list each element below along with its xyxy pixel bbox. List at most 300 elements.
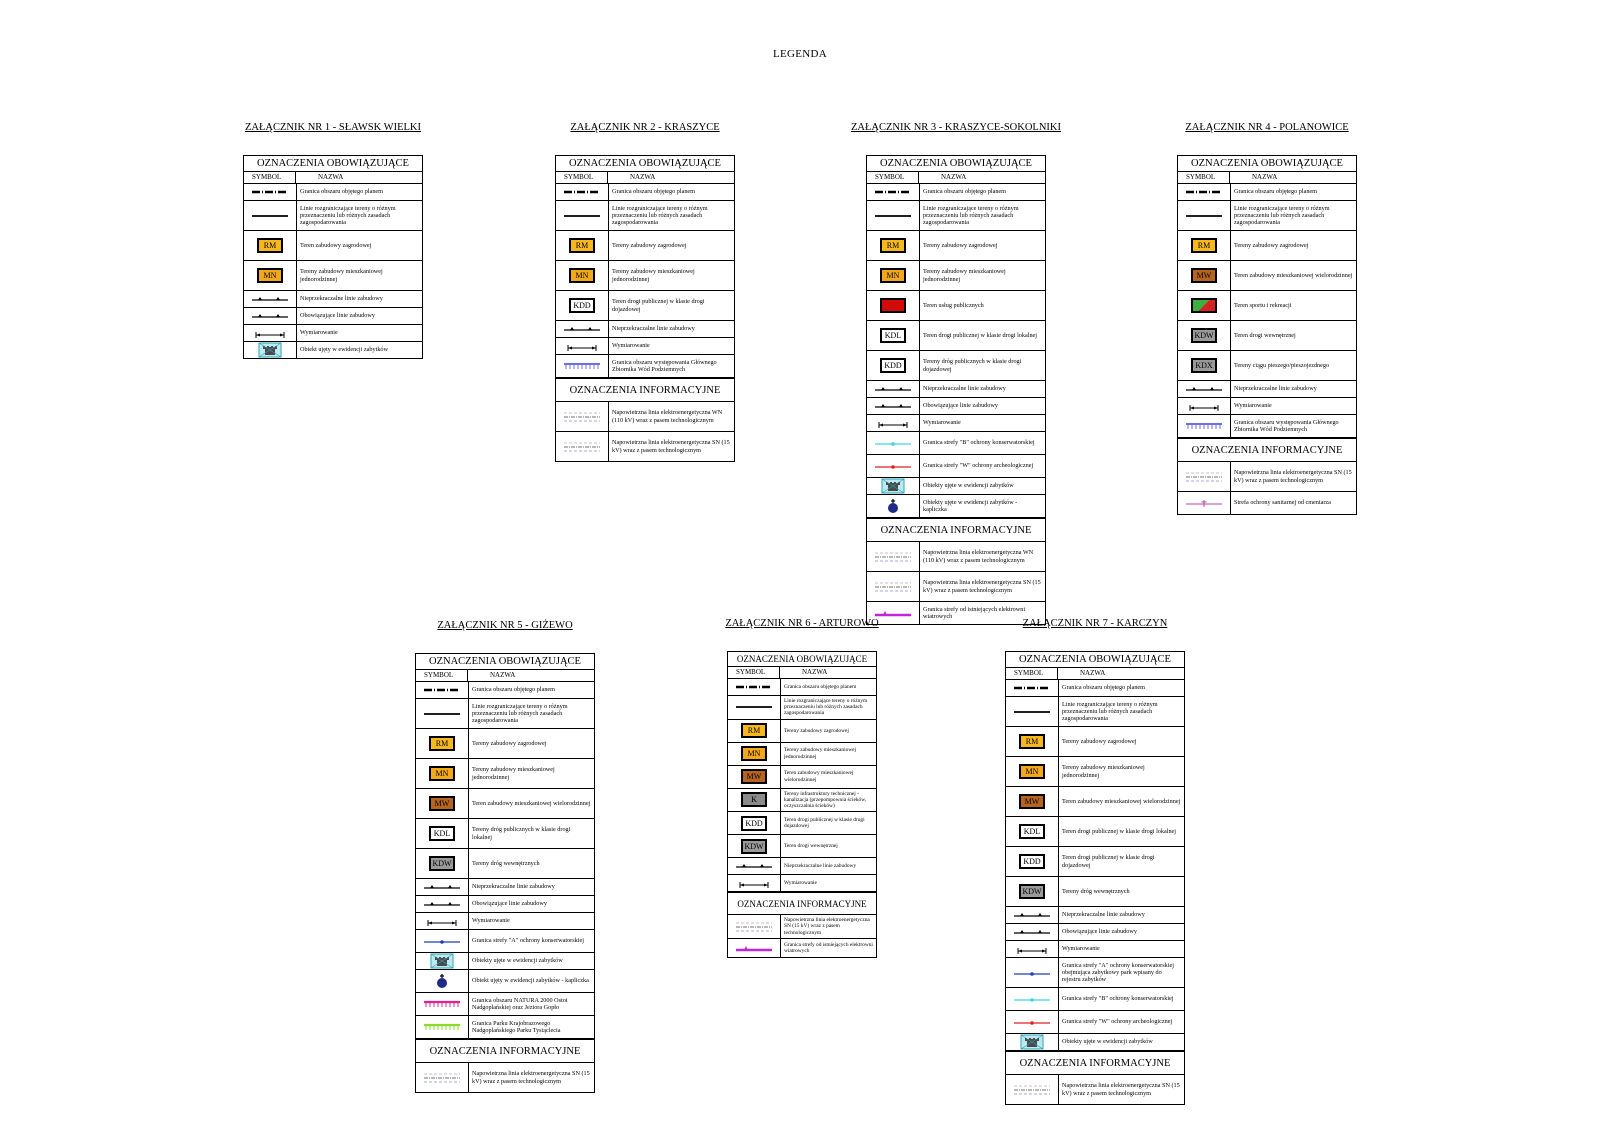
section-title-required: OZNACZENIA OBOWIĄZUJĄCE bbox=[867, 156, 1045, 172]
legend-symbol bbox=[416, 993, 469, 1015]
legend-label: Nieprzekraczalne linie zabudowy bbox=[300, 295, 383, 303]
legend-row bbox=[1006, 1075, 1184, 1104]
legend-symbol bbox=[244, 261, 297, 290]
plan-boundary-icon bbox=[560, 184, 604, 200]
zone-code-mn-icon: MN bbox=[429, 766, 455, 781]
legend-row bbox=[1006, 817, 1184, 847]
legend-label: Granica obszaru objętego planem bbox=[1234, 188, 1317, 196]
legend-heading: ZAŁĄCZNIK NR 5 - GIŻEWO bbox=[437, 620, 573, 631]
building-line-icon bbox=[560, 321, 604, 337]
legend-symbol bbox=[728, 743, 781, 765]
legend-label: Granica obszaru NATURA 2000 Ostoi Nadgoplańskiej oraz Jeziora Gopło bbox=[472, 996, 568, 1011]
legend-symbol bbox=[1006, 988, 1059, 1010]
legend-table bbox=[243, 155, 423, 359]
legend-symbol bbox=[244, 308, 297, 324]
section-title-info: OZNACZENIA INFORMACYJNE bbox=[867, 518, 1045, 542]
legend-row bbox=[556, 261, 734, 291]
zone-a-boundary-icon bbox=[1010, 965, 1054, 981]
legend-label: Linie rozgraniczające tereny o różnym przeznaczeniu lub różnych zasadach zagospodarowania bbox=[612, 204, 708, 227]
zone-code-rm-icon: RM bbox=[1191, 238, 1217, 253]
legend-label: Wymiarowanie bbox=[923, 419, 961, 427]
cemetery-zone-icon bbox=[1182, 495, 1226, 511]
section-title-info: OZNACZENIA INFORMACYJNE bbox=[1006, 1051, 1184, 1075]
legend-row bbox=[728, 789, 876, 813]
legend-symbol bbox=[416, 953, 469, 969]
zone-w-boundary-icon bbox=[1010, 1014, 1054, 1030]
legend-row bbox=[867, 184, 1045, 201]
legend-label: Nieprzekraczalne linie zabudowy bbox=[784, 863, 857, 870]
legend-symbol bbox=[416, 849, 469, 878]
legend-label: Tereny zabudowy zagrodowej bbox=[1234, 241, 1309, 249]
legend-row bbox=[1006, 988, 1184, 1011]
legend-label: Obowiązujące linie zabudowy bbox=[300, 312, 375, 320]
legend-label: Tereny ciągu pieszego/pieszojezdnego bbox=[1234, 361, 1330, 369]
zone-code-kdl-icon: KDL bbox=[1019, 824, 1045, 839]
legend-row bbox=[1178, 398, 1356, 415]
column-name: NAZWA bbox=[318, 173, 344, 181]
legend-row bbox=[416, 682, 594, 699]
legend-symbol bbox=[1006, 941, 1059, 957]
legend-row bbox=[867, 291, 1045, 321]
legend-symbol bbox=[244, 325, 297, 341]
legend-row bbox=[1178, 261, 1356, 291]
dividing-line-icon bbox=[732, 699, 776, 715]
legend-label: Granica obszaru objętego planem bbox=[923, 188, 1006, 196]
zone-code-kdw-icon: KDW bbox=[1191, 328, 1217, 343]
legend-label: Tereny zabudowy mieszkaniowej jednorodzinnej bbox=[612, 268, 695, 283]
legend-row bbox=[416, 930, 594, 953]
legend-symbol bbox=[1006, 817, 1059, 846]
zone-code-rm-icon: RM bbox=[880, 238, 906, 253]
legend-row bbox=[556, 432, 734, 461]
dividing-line-icon bbox=[1182, 208, 1226, 224]
aquifer-boundary-icon bbox=[1182, 418, 1226, 434]
legend-label: Obiekty ujęte w ewidencji zabytków - kapliczka bbox=[923, 498, 1018, 513]
zone-code-rm-icon: RM bbox=[429, 736, 455, 751]
zone-code-kdd-icon: KDD bbox=[880, 358, 906, 373]
legend-label: Teren drogi publicznej w klasie drogi dojazdowej bbox=[1062, 854, 1155, 869]
legend-row bbox=[1178, 184, 1356, 201]
legend-label: Granica Parku Krajobrazowego Nadgoplańskiego Parku Tysiąclecia bbox=[472, 1019, 561, 1034]
zone-code-mn-icon: MN bbox=[569, 268, 595, 283]
legend-row bbox=[728, 696, 876, 720]
dividing-line-icon bbox=[420, 706, 464, 722]
legend-symbol bbox=[244, 201, 297, 230]
column-name: NAZWA bbox=[490, 671, 516, 679]
power-line-icon bbox=[1182, 469, 1226, 485]
legend-symbol bbox=[416, 879, 469, 895]
legend-row bbox=[867, 351, 1045, 381]
legend-symbol bbox=[416, 970, 469, 992]
plan-boundary-icon bbox=[871, 184, 915, 200]
legend-label: Tereny dróg publicznych w klasie drogi dojazdowej bbox=[923, 358, 1022, 373]
legend-row bbox=[556, 402, 734, 432]
legend-label: Wymiarowanie bbox=[1234, 402, 1272, 410]
legend-row bbox=[1178, 321, 1356, 351]
legend-symbol bbox=[867, 184, 920, 200]
legend-label: Granica obszaru objętego planem bbox=[300, 188, 383, 196]
legend-row bbox=[1178, 351, 1356, 381]
building-line-icon bbox=[732, 858, 776, 874]
legend-label: Wymiarowanie bbox=[472, 917, 510, 925]
legend-row bbox=[867, 572, 1045, 602]
legend-label: Obowiązujące linie zabudowy bbox=[472, 900, 547, 908]
column-header bbox=[416, 670, 594, 682]
legend-row bbox=[867, 321, 1045, 351]
legend-symbol bbox=[1006, 1034, 1059, 1050]
dimension-icon bbox=[560, 338, 604, 354]
legend-row bbox=[1178, 381, 1356, 398]
legend-label: Granica strefy "B" ochrony konserwatorskiej bbox=[923, 439, 1035, 447]
legend-symbol bbox=[556, 231, 609, 260]
legend-label: Napowietrzna linia elektroenergetyczna SN (15 kV) wraz z pasem technologicznym bbox=[472, 1070, 590, 1085]
legend-label: Linie rozgraniczające tereny o różnym przeznaczeniu lub różnych zasadach zagospodarowania bbox=[300, 204, 396, 227]
legend-label: Tereny zabudowy mieszkaniowej jednorodzinnej bbox=[300, 268, 383, 283]
legend-symbol bbox=[1178, 201, 1231, 230]
legend-block bbox=[1177, 122, 1357, 515]
legend-symbol bbox=[1006, 697, 1059, 726]
legend-block bbox=[851, 122, 1061, 625]
column-name: NAZWA bbox=[941, 173, 967, 181]
zone-w-boundary-icon bbox=[871, 458, 915, 474]
legend-symbol bbox=[1006, 958, 1059, 987]
power-line-icon bbox=[1010, 1082, 1054, 1098]
legend-label: Tereny zabudowy zagrodowej bbox=[612, 241, 687, 249]
building-line-icon bbox=[871, 398, 915, 414]
plan-boundary-icon bbox=[732, 679, 776, 695]
legend-label: Obiekty ujęte w ewidencji zabytków bbox=[1062, 1038, 1153, 1046]
legend-label: Obiekt ujęty w ewidencji zabytków bbox=[300, 346, 388, 354]
legend-symbol bbox=[867, 542, 920, 571]
monument-icon bbox=[420, 953, 464, 969]
plan-boundary-icon bbox=[248, 184, 292, 200]
legend-symbol bbox=[556, 291, 609, 320]
legend-row bbox=[867, 415, 1045, 432]
plan-boundary-icon bbox=[1182, 184, 1226, 200]
zone-b-boundary-icon bbox=[871, 435, 915, 451]
legend-label: Teren drogi publicznej w klasie drogi dojazdowej bbox=[612, 298, 705, 313]
legend-label: Teren drogi wewnętrznej bbox=[1234, 331, 1296, 339]
legend-symbol bbox=[728, 875, 781, 891]
legend-row bbox=[867, 495, 1045, 518]
zone-code-kdw-icon: KDW bbox=[741, 839, 767, 854]
legend-row bbox=[244, 308, 422, 325]
column-name: NAZWA bbox=[1080, 669, 1106, 677]
legend-row bbox=[416, 789, 594, 819]
column-symbol: SYMBOL bbox=[728, 667, 780, 678]
legend-label: Tereny infrastruktury technicznej - kanalizacja (przepompownia ścieków, oczyszczalnia ścieków) bbox=[784, 790, 867, 810]
legend-label: Teren zabudowy zagrodowej bbox=[300, 241, 372, 249]
legend-row bbox=[1006, 1034, 1184, 1051]
legend-symbol bbox=[728, 915, 781, 938]
legend-row bbox=[867, 231, 1045, 261]
page-title: LEGENDA bbox=[772, 48, 828, 60]
legend-symbol bbox=[416, 819, 469, 848]
zone-code-up-icon: UP bbox=[880, 298, 906, 313]
legend-label: Tereny zabudowy zagrodowej bbox=[1062, 737, 1137, 745]
legend-symbol bbox=[416, 913, 469, 929]
legend-heading: ZAŁĄCZNIK NR 7 - KARCZYN bbox=[1022, 618, 1168, 629]
legend-label: Napowietrzna linia elektroenergetyczna WN (110 kV) wraz z pasem technologicznym bbox=[923, 549, 1034, 564]
dimension-icon bbox=[1182, 398, 1226, 414]
dividing-line-icon bbox=[1010, 704, 1054, 720]
legend-row bbox=[244, 201, 422, 231]
legend-symbol bbox=[556, 321, 609, 337]
zone-code-mn-icon: MN bbox=[880, 268, 906, 283]
legend-label: Tereny zabudowy mieszkaniowej jednorodzinnej bbox=[923, 268, 1006, 283]
legend-table bbox=[1177, 155, 1357, 515]
legend-symbol bbox=[244, 184, 297, 200]
legend-label: Obiekty ujęte w ewidencji zabytków bbox=[923, 482, 1014, 490]
legend-symbol bbox=[416, 930, 469, 952]
zone-code-kdx-icon: KDX bbox=[1191, 358, 1217, 373]
legend-symbol bbox=[728, 679, 781, 695]
legend-block bbox=[243, 122, 423, 359]
legend-row bbox=[1006, 680, 1184, 697]
column-header bbox=[1178, 172, 1356, 184]
legend-symbol bbox=[1178, 462, 1231, 491]
legend-symbol bbox=[416, 682, 469, 698]
legend-symbol bbox=[244, 291, 297, 307]
monument-icon bbox=[871, 478, 915, 494]
chapel-icon bbox=[871, 498, 915, 514]
legend-symbol bbox=[556, 432, 609, 461]
zone-code-kdd-icon: KDD bbox=[1019, 854, 1045, 869]
column-symbol: SYMBOL bbox=[867, 172, 919, 183]
legend-symbol bbox=[244, 231, 297, 260]
legend-label: Tereny zabudowy mieszkaniowej jednorodzinnej bbox=[1062, 764, 1145, 779]
legend-row bbox=[416, 970, 594, 993]
legend-symbol bbox=[1178, 291, 1231, 320]
legend-row bbox=[728, 858, 876, 875]
legend-symbol bbox=[416, 729, 469, 758]
legend-label: Granica obszaru występowania Głównego Zbiornika Wód Podziemnych bbox=[1234, 418, 1339, 433]
dimension-icon bbox=[871, 415, 915, 431]
legend-row bbox=[416, 759, 594, 789]
zone-code-kdl-icon: KDL bbox=[880, 328, 906, 343]
legend-row bbox=[867, 201, 1045, 231]
legend-label: Tereny dróg wewnętrznych bbox=[472, 859, 540, 867]
legend-row bbox=[556, 291, 734, 321]
legend-row bbox=[1006, 727, 1184, 757]
column-header bbox=[244, 172, 422, 184]
legend-symbol bbox=[867, 351, 920, 380]
legend-row bbox=[1006, 697, 1184, 727]
legend-symbol bbox=[728, 812, 781, 834]
power-line-icon bbox=[560, 409, 604, 425]
natura-2000-boundary-icon bbox=[420, 996, 464, 1012]
legend-row bbox=[867, 261, 1045, 291]
legend-symbol bbox=[416, 759, 469, 788]
chapel-icon bbox=[420, 973, 464, 989]
legend-symbol bbox=[728, 766, 781, 788]
legend-label: Napowietrzna linia elektroenergetyczna SN (15 kV) wraz z pasem technologicznym bbox=[923, 579, 1041, 594]
zone-code-kdw-icon: KDW bbox=[1019, 884, 1045, 899]
legend-label: Nieprzekraczalne linie zabudowy bbox=[923, 385, 1006, 393]
legend-label: Wymiarowanie bbox=[612, 342, 650, 350]
legend-label: Granica obszaru występowania Głównego Zbiornika Wód Podziemnych bbox=[612, 358, 717, 373]
plan-boundary-icon bbox=[420, 682, 464, 698]
legend-row bbox=[244, 291, 422, 308]
legend-symbol bbox=[1178, 351, 1231, 380]
legend-symbol bbox=[556, 402, 609, 431]
zone-code-rm-icon: RM bbox=[1019, 734, 1045, 749]
legend-label: Tereny zabudowy zagrodowej bbox=[923, 241, 998, 249]
legend-label: Obowiązujące linie zabudowy bbox=[923, 402, 998, 410]
section-title-info: OZNACZENIA INFORMACYJNE bbox=[728, 892, 876, 915]
legend-row bbox=[244, 261, 422, 291]
column-header bbox=[556, 172, 734, 184]
legend-label: Linie rozgraniczające tereny o różnym przeznaczeniu lub różnych zasadach zagospodarowania bbox=[923, 204, 1019, 227]
legend-row bbox=[416, 896, 594, 913]
column-symbol: SYMBOL bbox=[556, 172, 608, 183]
legend-row bbox=[728, 875, 876, 892]
legend-row bbox=[1178, 231, 1356, 261]
legend-label: Granica obszaru objętego planem bbox=[612, 188, 695, 196]
zone-code-mw-icon: MW bbox=[1019, 794, 1045, 809]
zone-code-kdw-icon: KDW bbox=[429, 856, 455, 871]
building-line-icon bbox=[248, 308, 292, 324]
legend-row bbox=[244, 342, 422, 358]
legend-row bbox=[728, 743, 876, 766]
legend-label: Granica obszaru objętego planem bbox=[784, 683, 857, 690]
wind-turbine-zone-icon bbox=[732, 940, 776, 956]
building-line-icon bbox=[248, 291, 292, 307]
legend-row bbox=[416, 913, 594, 930]
legend-row bbox=[1006, 847, 1184, 877]
legend-symbol bbox=[867, 415, 920, 431]
column-header bbox=[867, 172, 1045, 184]
legend-label: Teren drogi publicznej w klasie drogi lokalnej bbox=[923, 331, 1037, 339]
zone-code-mw-icon: MW bbox=[429, 796, 455, 811]
legend-symbol bbox=[1006, 847, 1059, 876]
legend-symbol bbox=[1178, 381, 1231, 397]
legend-label: Nieprzekraczalne linie zabudowy bbox=[612, 325, 695, 333]
zone-code-kdd-icon: KDD bbox=[741, 816, 767, 831]
legend-label: Obiekt ujęty w ewidencji zabytków - kapliczka bbox=[472, 977, 589, 985]
legend-symbol bbox=[728, 858, 781, 874]
legend-table bbox=[866, 155, 1046, 625]
zone-code-mw-icon: MW bbox=[1191, 268, 1217, 283]
legend-label: Granica strefy od istniejących elektrowni wiatrowych bbox=[784, 941, 873, 954]
column-symbol: SYMBOL bbox=[1006, 668, 1058, 679]
legend-table bbox=[1005, 651, 1185, 1105]
legend-symbol bbox=[1006, 1075, 1059, 1104]
legend-row bbox=[416, 953, 594, 970]
legend-row bbox=[244, 325, 422, 342]
monument-icon bbox=[1010, 1034, 1054, 1050]
section-title-required: OZNACZENIA OBOWIĄZUJĄCE bbox=[556, 156, 734, 172]
legend-symbol bbox=[867, 495, 920, 517]
legend-label: Granica obszaru objętego planem bbox=[472, 686, 555, 694]
building-line-icon bbox=[1182, 381, 1226, 397]
legend-symbol bbox=[416, 699, 469, 728]
legend-symbol bbox=[867, 201, 920, 230]
legend-row bbox=[867, 381, 1045, 398]
zone-code-rm-icon: RM bbox=[257, 238, 283, 253]
legend-symbol bbox=[1178, 492, 1231, 514]
zone-code-mn-icon: MN bbox=[741, 746, 767, 761]
legend-symbol bbox=[867, 231, 920, 260]
legend-symbol bbox=[556, 355, 609, 377]
legend-symbol bbox=[1178, 261, 1231, 290]
legend-label: Linie rozgraniczające tereny o różnym przeznaczeniu lub różnych zasadach zagospodarowania bbox=[472, 702, 568, 725]
legend-row bbox=[556, 321, 734, 338]
legend-row bbox=[244, 231, 422, 261]
section-title-required: OZNACZENIA OBOWIĄZUJĄCE bbox=[244, 156, 422, 172]
power-line-icon bbox=[871, 579, 915, 595]
legend-row bbox=[416, 819, 594, 849]
legend-symbol bbox=[1178, 398, 1231, 414]
dimension-icon bbox=[420, 913, 464, 929]
legend-row bbox=[556, 184, 734, 201]
dividing-line-icon bbox=[248, 208, 292, 224]
legend-row bbox=[416, 849, 594, 879]
legend-label: Teren usług publicznych bbox=[923, 301, 984, 309]
legend-label: Tereny zabudowy zagrodowej bbox=[784, 727, 849, 734]
legend-label: Granica strefy "A" ochrony konserwatorskiej obejmująca zabytkowy park wpisany do rejestru zabytków bbox=[1062, 961, 1174, 984]
column-symbol: SYMBOL bbox=[1178, 172, 1230, 183]
section-title-info: OZNACZENIA INFORMACYJNE bbox=[556, 378, 734, 402]
legend-label: Linie rozgraniczające tereny o różnym przeznaczeniu lub różnych zasadach zagospodarowania bbox=[784, 698, 868, 717]
legend-label: Nieprzekraczalne linie zabudowy bbox=[1234, 385, 1317, 393]
zone-code-rm-icon: RM bbox=[569, 238, 595, 253]
legend-symbol bbox=[867, 381, 920, 397]
legend-label: Napowietrzna linia elektroenergetyczna WN (110 kV) wraz z pasem technologicznym bbox=[612, 409, 723, 424]
legend-row bbox=[416, 729, 594, 759]
legend-row bbox=[556, 231, 734, 261]
legend-label: Granica strefy "A" ochrony konserwatorskiej bbox=[472, 937, 584, 945]
legend-symbol bbox=[1006, 727, 1059, 756]
zone-code-mn-icon: MN bbox=[1019, 764, 1045, 779]
legend-symbol bbox=[556, 201, 609, 230]
legend-label: Teren zabudowy mieszkaniowej wielorodzinnej bbox=[472, 799, 591, 807]
section-title-required: OZNACZENIA OBOWIĄZUJĄCE bbox=[1006, 652, 1184, 668]
legend-label: Napowietrzna linia elektroenergetyczna SN (15 kV) wraz z pasem technologicznym bbox=[1062, 1082, 1180, 1097]
legend-label: Nieprzekraczalne linie zabudowy bbox=[472, 883, 555, 891]
zone-code-us-icon bbox=[1191, 298, 1217, 313]
legend-label: Tereny dróg wewnętrznych bbox=[1062, 887, 1130, 895]
legend-symbol bbox=[728, 789, 781, 812]
building-line-icon bbox=[1010, 907, 1054, 923]
legend-symbol bbox=[1178, 415, 1231, 437]
power-line-icon bbox=[732, 919, 776, 935]
legend-label: Teren drogi wewnętrznej bbox=[784, 843, 838, 850]
column-symbol: SYMBOL bbox=[416, 670, 468, 681]
legend-row bbox=[556, 355, 734, 378]
legend-label: Granica strefy "B" ochrony konserwatorskiej bbox=[1062, 995, 1174, 1003]
zone-code-kdl-icon: KDL bbox=[429, 826, 455, 841]
legend-label: Obowiązujące linie zabudowy bbox=[1062, 928, 1137, 936]
legend-row bbox=[867, 455, 1045, 478]
building-line-icon bbox=[1010, 924, 1054, 940]
dividing-line-icon bbox=[871, 208, 915, 224]
legend-table bbox=[555, 155, 735, 462]
legend-label: Wymiarowanie bbox=[1062, 945, 1100, 953]
power-line-icon bbox=[420, 1070, 464, 1086]
legend-label: Linie rozgraniczające tereny o różnym przeznaczeniu lub różnych zasadach zagospodarowania bbox=[1234, 204, 1330, 227]
legend-row bbox=[728, 915, 876, 939]
legend-symbol bbox=[416, 1063, 469, 1092]
legend-block bbox=[555, 122, 735, 462]
legend-symbol bbox=[1178, 231, 1231, 260]
section-title-required: OZNACZENIA OBOWIĄZUJĄCE bbox=[728, 652, 876, 667]
legend-row bbox=[416, 699, 594, 729]
legend-row bbox=[416, 1063, 594, 1092]
zone-code-mw-icon: MW bbox=[741, 769, 767, 784]
legend-symbol bbox=[1006, 757, 1059, 786]
zone-b-boundary-icon bbox=[1010, 991, 1054, 1007]
